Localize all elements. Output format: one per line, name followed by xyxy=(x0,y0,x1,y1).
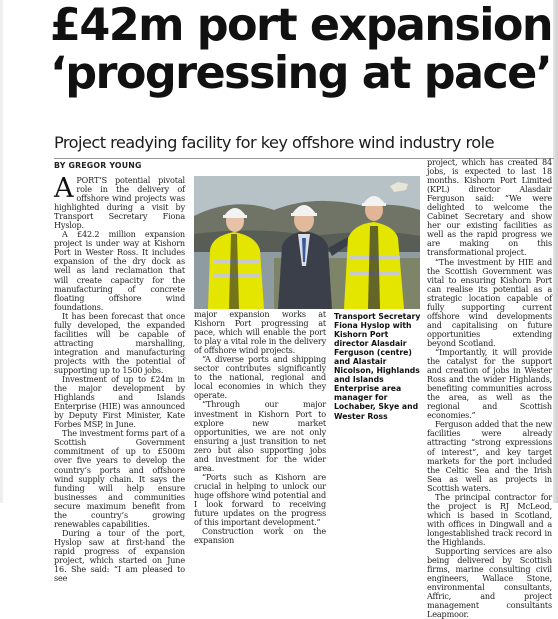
paragraph: It has been forecast that once fully developed, the expanded facilities will be capable of attracting marshalling, integration and manufacturing projects with the potential of supporting up to 1500 jobs. xyxy=(54,310,185,375)
headline-line-2: ‘progressing at pace’ xyxy=(50,48,552,99)
paragraph: Construction work on the expansion xyxy=(194,526,326,546)
page-left-edge xyxy=(0,0,3,503)
paragraph: “A diverse ports and shipping sector contributes significantly to the national, regional and local economies in which they operate. xyxy=(194,354,326,401)
article-column-1 xyxy=(54,173,185,584)
headline xyxy=(50,0,552,99)
paragraph: A £42.2 million expansion project is under way at Kishorn Port in Wester Ross. It includes expansion of the dry dock as well as land reclamation that will create capacity for the manufacturing of concrete floating offshore wind foundations. xyxy=(54,229,185,312)
paragraph: Ferguson added that the new facilities were already attracting “strong expressions of interest”, and key target markets for the port included the Celtic Sea and the Irish Sea as well as projects in Scottish waters. xyxy=(427,419,552,493)
paragraph: “The investment by HIE and the Scottish Government was vital to ensuring Kishorn Port can realise its potential as a strategic location capable of fully supporting current offshore wind developments and capitalising on future opportunities extending beyond Scotland. xyxy=(427,256,552,348)
page-fold-edge xyxy=(553,0,558,503)
byline: BY GREGOR YOUNG xyxy=(54,161,142,170)
paragraph: Supporting services are also being delivered by Scottish firms, marine consulting civil engineers, Wallace Stone, environmental consultants, Affric, and project management consultants Leapmoor. xyxy=(427,546,552,619)
paragraph: The principal contractor for the project is RJ McLeod, which is based in Scotland, with offices in Dingwall and a longestablished track record in the Highlands. xyxy=(427,491,552,547)
paragraph: PORT’S potential pivotal role in the delivery of offshore wind projects was highlighted during a visit by Transport Secretary Fiona Hyslop. xyxy=(54,175,185,231)
article-column-3 xyxy=(427,158,552,619)
article-photo xyxy=(194,176,420,309)
drop-cap: A xyxy=(54,173,74,204)
lead-paragraph xyxy=(54,173,185,231)
article-column-2 xyxy=(194,310,326,545)
paragraph: Investment of up to £24m in the major development by Highlands and Islands Enterprise (HIE) was announced by Deputy First Minister, Kate Forbes MSP, in June. xyxy=(54,374,185,430)
headline-line-1: £42m port expansion xyxy=(50,0,552,51)
paragraph: “Through our major investment in Kishorn Port to explore new market opportunities, we are not only ensuring a just transition to net zero but also supporting jobs and investment for the wider area. xyxy=(194,399,326,473)
paragraph: project, which has created 84 jobs, is expected to last 18 months. Kishorn Port Limited (KPL) director Alasdair Ferguson said: “We were delighted to welcome the Cabinet Secretary and show her our existing facilities as well as the rapid progress we are making on this transformational project. xyxy=(427,157,552,258)
photo-caption: Transport Secretary Fiona Hyslop with Kishorn Port director Alasdair Ferguson (centre) and Alastair Nicolson, Highlands and Islands Enterprise area manager for Lochaber, Skye and Wester Ross xyxy=(334,312,421,421)
paragraph: During a tour of the port, Hyslop saw at first-hand the rapid progress of expansion project, which started on June 16. She said: “I am pleased to see xyxy=(54,527,185,584)
paragraph: “Importantly, it will provide the catalyst for the support and creation of jobs in Wester Ross and the wider Highlands, benefiting communities across the area, as well as the regional and Scottish economies.” xyxy=(427,346,552,421)
standfirst: Project readying facility for key offshore wind industry role xyxy=(54,133,494,152)
paragraph: The investment forms part of a Scottish Government commitment of up to £500m over five years to develop the country’s ports and offshore wind supply chain. It says the funding will help ensure businesses and communities secure maximum benefit from the country’s growing renewables capabilities. xyxy=(54,428,185,529)
paragraph: “Ports such as Kishorn are crucial in helping to unlock our huge offshore wind potential and I look forward to receiving future updates on the progress of this important development.” xyxy=(194,471,326,528)
photo-illustration xyxy=(194,176,420,309)
paragraph: major expansion works at Kishorn Port progressing at pace, which will enable the port to play a vital role in the delivery of offshore wind projects. xyxy=(194,309,326,356)
